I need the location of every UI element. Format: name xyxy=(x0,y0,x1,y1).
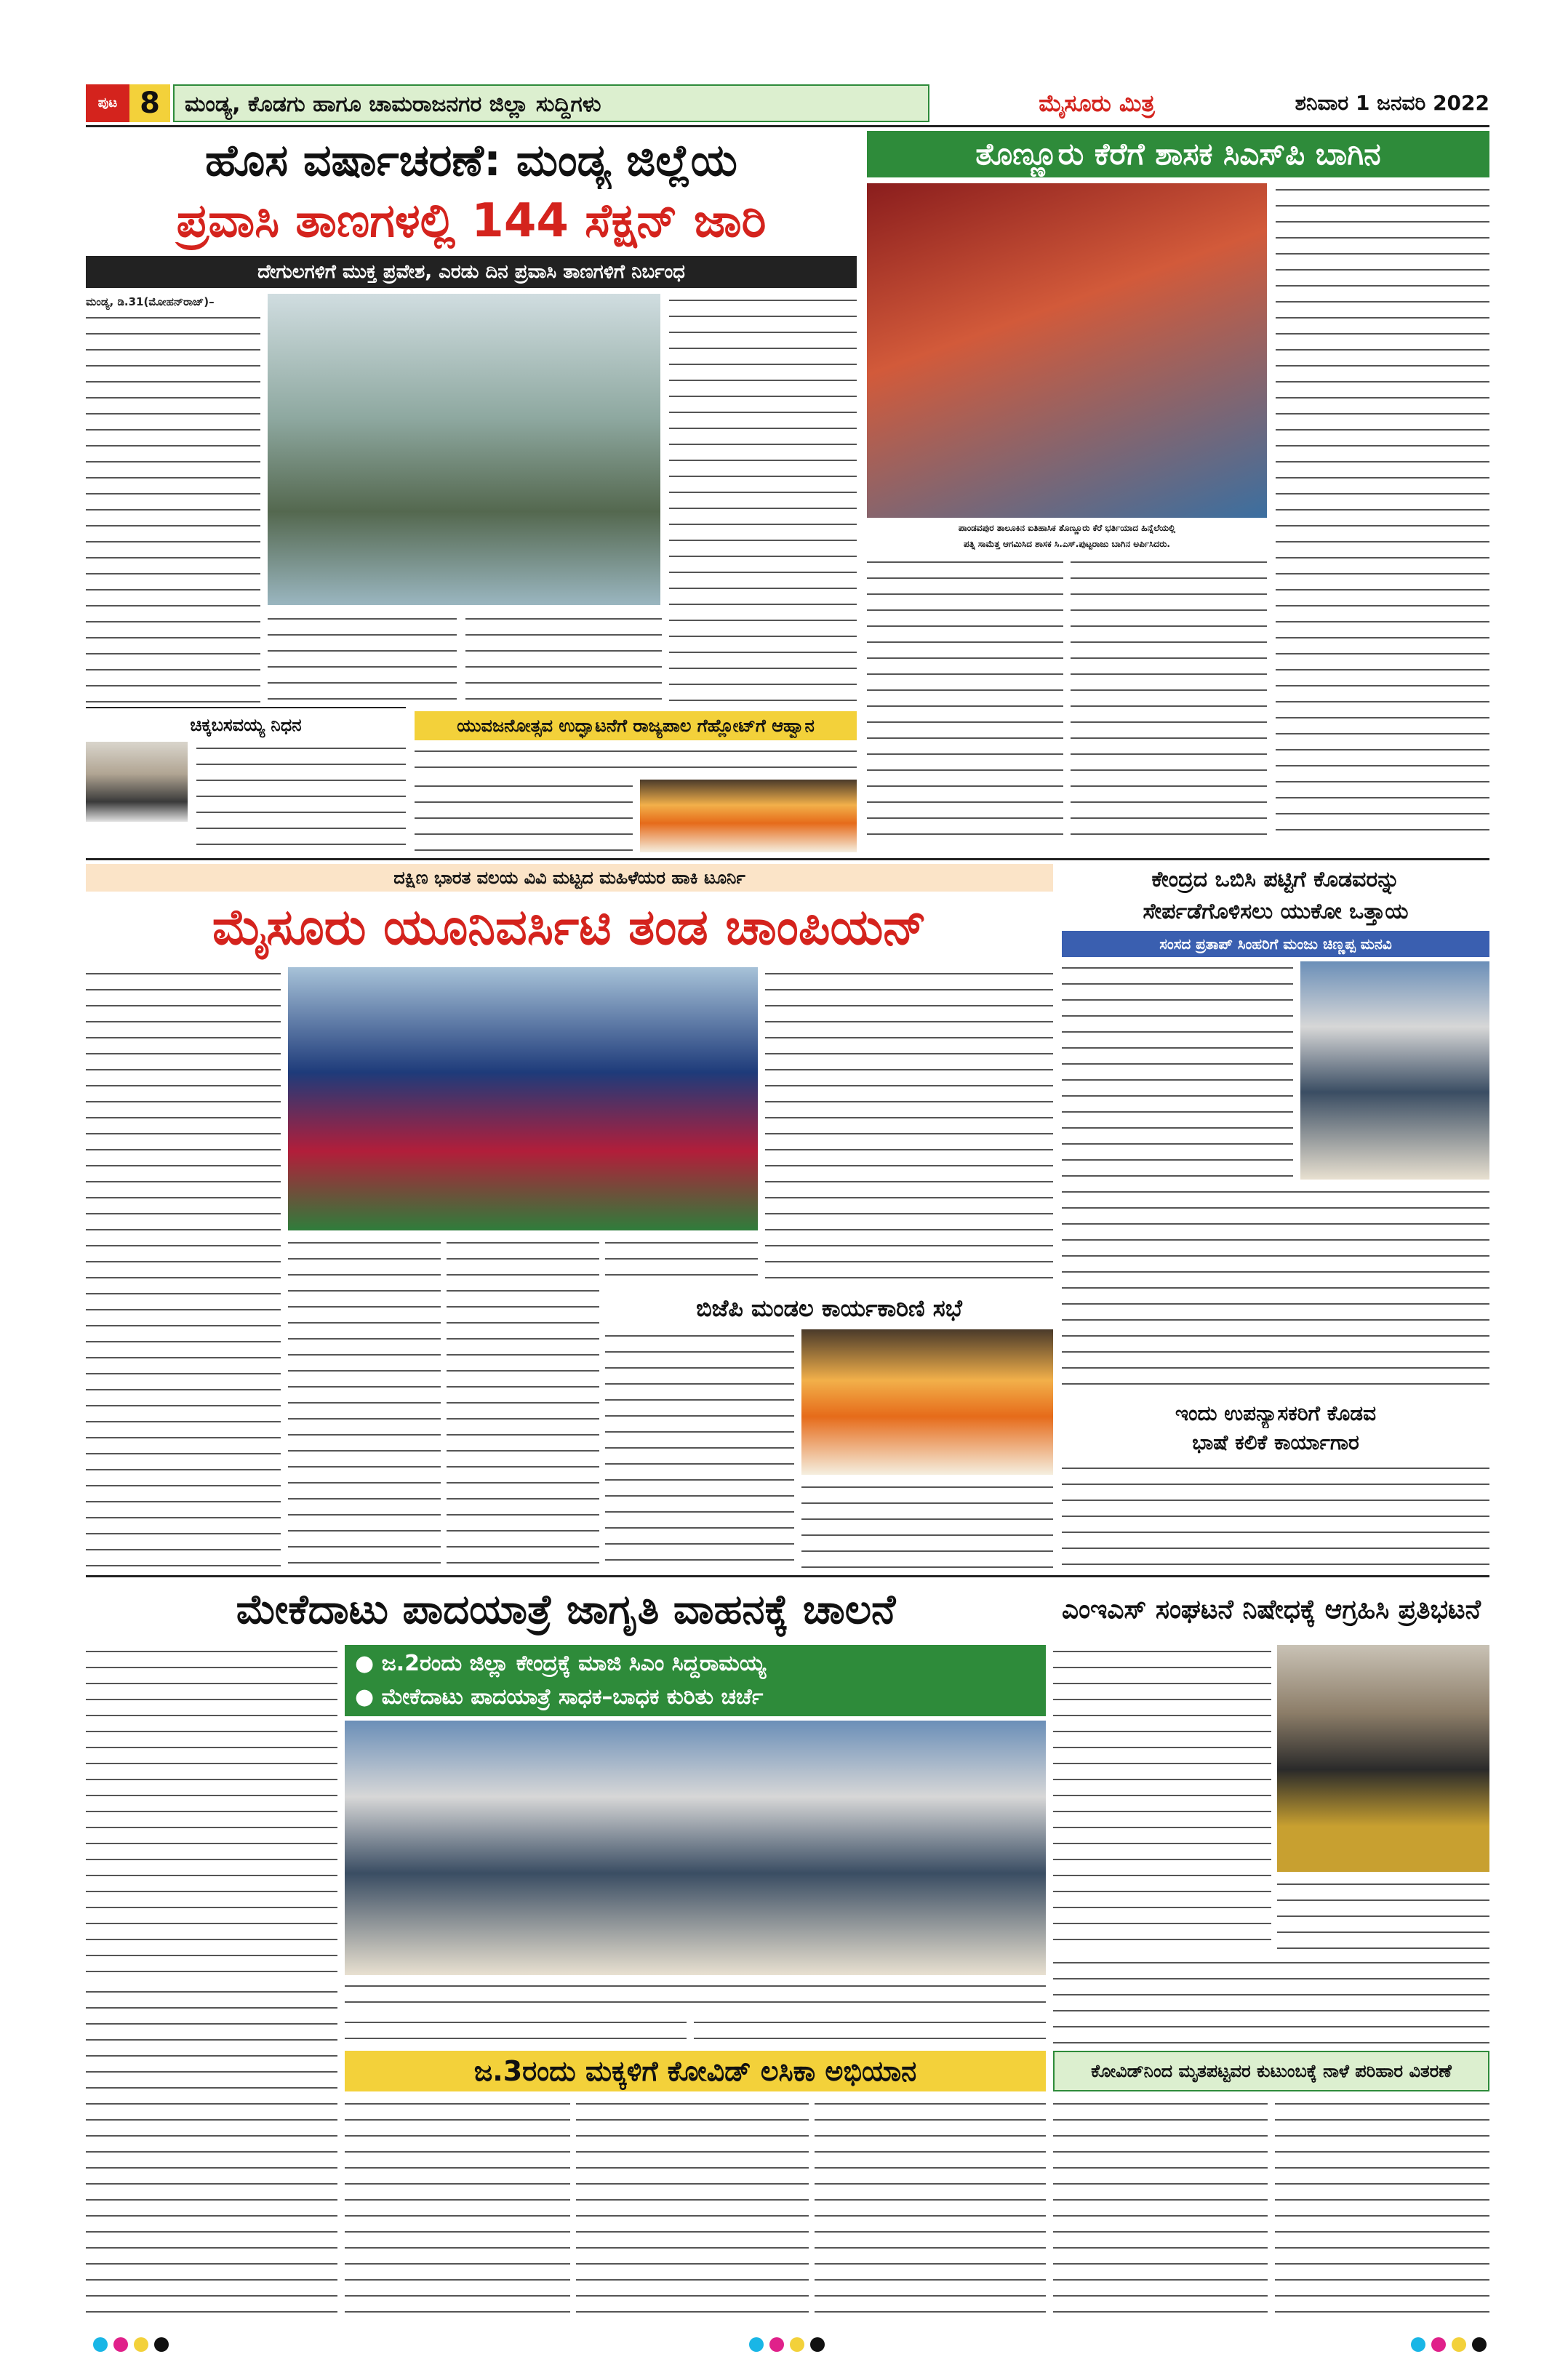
story1-photo-river xyxy=(268,294,660,605)
story4-kicker: ದಕ್ಷಿಣ ಭಾರತ ವಲಯ ವಿವಿ ಮಟ್ಟದ ಮಹಿಳೆಯರ ಹಾಕಿ ಟೂರ್ನಿ xyxy=(86,864,1053,892)
obituary-portrait xyxy=(86,742,188,822)
story8-col1b-text xyxy=(86,1985,337,2321)
story4-col-right-text xyxy=(765,967,1053,1287)
story11-col2-text xyxy=(1275,2097,1489,2321)
story10-col3-text xyxy=(815,2097,1046,2321)
lower-rule xyxy=(86,1575,1489,1577)
story8-bullet1: ● ಜ.2ರಂದು ಜಿಲ್ಲಾ ಕೇಂದ್ರಕ್ಕೆ ಮಾಜಿ ಸಿಎಂ ಸಿದ್ದರಾಮಯ್ಯ xyxy=(355,1651,767,1676)
story6-photo-meeting xyxy=(801,1329,1053,1475)
registration-dot-yellow-left xyxy=(134,2337,148,2352)
story8-caption-text xyxy=(345,1979,1046,2011)
story2-col-right-text xyxy=(1276,183,1489,838)
story2-col2-text xyxy=(1071,556,1267,838)
obituary-headline: ಚಿಕ್ಕಬಸವಯ್ಯ ನಿಧನ xyxy=(190,715,302,735)
story8-bullets xyxy=(345,1645,1046,1716)
story5-headline-line2: ಸೇರ್ಪಡೆಗೊಳಿಸಲು ಯುಕೋ ಒತ್ತಾಯ xyxy=(1143,899,1409,924)
story4-headline: ಮೈಸೂರು ಯೂನಿವರ್ಸಿಟಿ ತಂಡ ಚಾಂಪಿಯನ್ xyxy=(212,899,927,956)
masthead xyxy=(86,84,1489,122)
section-title: ಮಂಡ್ಯ, ಕೊಡಗು ಹಾಗೂ ಚಾಮರಾಜನಗರ ಜಿಲ್ಲಾ ಸುದ್ದಿಗಳು xyxy=(173,84,929,122)
story1-subhead: ದೇಗುಲಗಳಿಗೆ ಮುಕ್ತ ಪ್ರವೇಶ, ಎರಡು ದಿನ ಪ್ರವಾಸಿ ತಾಣಗಳಿಗೆ ನಿರ್ಬಂಧ xyxy=(86,256,857,288)
story5-headline-line1: ಕೇಂದ್ರದ ಒಬಿಸಿ ಪಟ್ಟಿಗೆ ಕೊಡವರನ್ನು xyxy=(1151,867,1400,892)
obit-rule xyxy=(86,707,406,708)
story4-photo-team xyxy=(288,967,758,1230)
story2-headline: ತೊಣ್ಣೂರು ಕೆರೆಗೆ ಶಾಸಕ ಸಿಎಸ್‌ಪಿ ಬಾಗಿನ xyxy=(867,131,1489,177)
story2-photo-lake xyxy=(867,183,1267,518)
story1-headline-line1: ಹೊಸ ವರ್ಷಾಚರಣೆ: ಮಂಡ್ಯ ಜಿಲ್ಲೆಯ xyxy=(205,135,737,186)
story4-col2-text xyxy=(288,1236,441,1571)
page-label-box: ಪುಟ xyxy=(86,84,129,122)
story10-col2-text xyxy=(576,2097,809,2321)
registration-dot-cyan-mid xyxy=(749,2337,764,2352)
story2-caption-line2: ಪತ್ನಿ ಸಾಮೆತ್ತ ಆಗಮಿಸಿದ ಶಾಸಕ ಸಿ.ಎಸ್.ಪುಟ್ಟರಾಜು ಬಾಗಿನ ಅರ್ಪಿಸಿದರು. xyxy=(964,539,1170,549)
story7-text xyxy=(1062,1462,1489,1569)
story3-text-left xyxy=(415,780,633,851)
story5-text-bottom xyxy=(1062,1185,1489,1396)
registration-dot-yellow-right xyxy=(1452,2337,1466,2352)
story3-photo-governor xyxy=(640,780,857,852)
story7-headline-line1: ಇಂದು ಉಪನ್ಯಾಸಕರಿಗೆ ಕೊಡವ xyxy=(1175,1401,1377,1425)
story8-col2-text xyxy=(345,2016,687,2046)
story6-headline: ಬಿಜೆಪಿ ಮಂಡಲ ಕಾರ್ಯಕಾರಿಣಿ ಸಭೆ xyxy=(696,1294,962,1322)
story1-dateline: ಮಂಡ್ಯ, ಡಿ.31(ಮೋಹನ್‌ರಾಜ್)– xyxy=(86,295,215,308)
story5-text-mid xyxy=(1062,1089,1293,1180)
story2-caption-line1: ಪಾಂಡವಪುರ ತಾಲೂಕಿನ ಐತಿಹಾಸಿಕ ತೊಣ್ಣೂರು ಕೆರೆ ಭರ್ತಿಯಾದ ಹಿನ್ನೆಲೆಯಲ್ಲಿ xyxy=(958,523,1176,533)
registration-dot-black-right xyxy=(1472,2337,1487,2352)
story4-col1-text xyxy=(86,967,281,1571)
issue-date: ಶನಿವಾರ 1 ಜನವರಿ 2022 xyxy=(1295,91,1489,115)
story4-col3-text xyxy=(447,1236,599,1571)
story1-col1-text xyxy=(86,311,260,702)
story10-headline: ಜ.3ರಂದು ಮಕ್ಕಳಿಗೆ ಕೋವಿಡ್ ಲಸಿಕಾ ಅಭಿಯಾನ xyxy=(345,2051,1046,2091)
story11-col1-text xyxy=(1053,2097,1268,2321)
story9-headline: ಎಂಇಎಸ್ ಸಂಘಟನೆ ನಿಷೇಧಕ್ಕೆ ಆಗ್ರಹಿಸಿ ಪ್ರತಿಭಟನೆ xyxy=(1061,1595,1481,1625)
registration-dot-black-mid xyxy=(810,2337,825,2352)
story9-col3-text xyxy=(1053,1956,1489,2043)
story9-col2-text xyxy=(1277,1878,1489,1950)
story9-col1-text xyxy=(1053,1645,1271,1950)
registration-dot-cyan-right xyxy=(1411,2337,1425,2352)
story8-col3-text xyxy=(694,2016,1046,2046)
registration-dot-magenta-mid xyxy=(769,2337,784,2352)
obituary-text xyxy=(196,742,406,851)
story11-headline: ಕೋವಿಡ್‌ನಿಂದ ಮೃತಪಟ್ಟವರ ಕುಟುಂಬಕ್ಕೆ ನಾಳೆ ಪರಿಹಾರ ವಿತರಣೆ xyxy=(1053,2051,1489,2091)
story1-col2-text xyxy=(268,612,457,702)
registration-dot-yellow-mid xyxy=(790,2337,804,2352)
story5-strap: ಸಂಸದ ಪ್ರತಾಪ್ ಸಿಂಹರಿಗೆ ಮಂಜು ಚಿಣ್ಣಪ್ಪ ಮನವಿ xyxy=(1062,931,1489,957)
story8-photo-flagoff xyxy=(345,1721,1046,1975)
registration-dot-cyan-left xyxy=(93,2337,108,2352)
paper-name: ಮೈಸೂರು ಮಿತ್ರ xyxy=(1039,89,1155,117)
story10-col1-text xyxy=(345,2097,570,2321)
mid-rule xyxy=(86,858,1489,860)
story1-headline-line2: ಪ್ರವಾಸಿ ತಾಣಗಳಲ್ಲಿ 144 ಸೆಕ್ಷನ್ ಜಾರಿ xyxy=(176,194,767,248)
story8-headline: ಮೇಕೆದಾಟು ಪಾದಯಾತ್ರೆ ಜಾಗೃತಿ ವಾಹನಕ್ಕೆ ಚಾಲನೆ xyxy=(236,1586,896,1633)
registration-dot-black-left xyxy=(154,2337,169,2352)
story3-text-top xyxy=(415,745,857,777)
registration-dot-magenta-right xyxy=(1431,2337,1446,2352)
story6-col2-text xyxy=(801,1481,1053,1569)
story6-col1-text xyxy=(605,1329,794,1569)
story8-bullet2: ● ಮೇಕೆದಾಟು ಪಾದಯಾತ್ರೆ ಸಾಧಕ–ಬಾಧಕ ಕುರಿತು ಚರ್ಚೆ xyxy=(355,1684,764,1710)
story2-col1-text xyxy=(867,556,1063,838)
story1-col3-text xyxy=(465,612,662,702)
story8-col1-text xyxy=(86,1645,337,1979)
story1-col4-text xyxy=(669,294,857,702)
story5-text-top xyxy=(1062,961,1293,1085)
story7-headline-line2: ಭಾಷೆ ಕಲಿಕೆ ಕಾರ್ಯಾಗಾರ xyxy=(1192,1430,1359,1454)
story3-headline: ಯುವಜನೋತ್ಸವ ಉದ್ಘಾಟನೆಗೆ ರಾಜ್ಯಪಾಲ ಗೆಹ್ಲೋಟ್‌ಗೆ ಆಹ್ವಾನ xyxy=(415,711,857,740)
story5-photo-memo xyxy=(1300,961,1489,1180)
story9-photo-protest xyxy=(1277,1645,1489,1872)
registration-dot-magenta-left xyxy=(113,2337,128,2352)
story4-col4-text xyxy=(605,1236,758,1287)
masthead-rule xyxy=(86,125,1489,127)
page-number: 8 xyxy=(129,84,170,122)
